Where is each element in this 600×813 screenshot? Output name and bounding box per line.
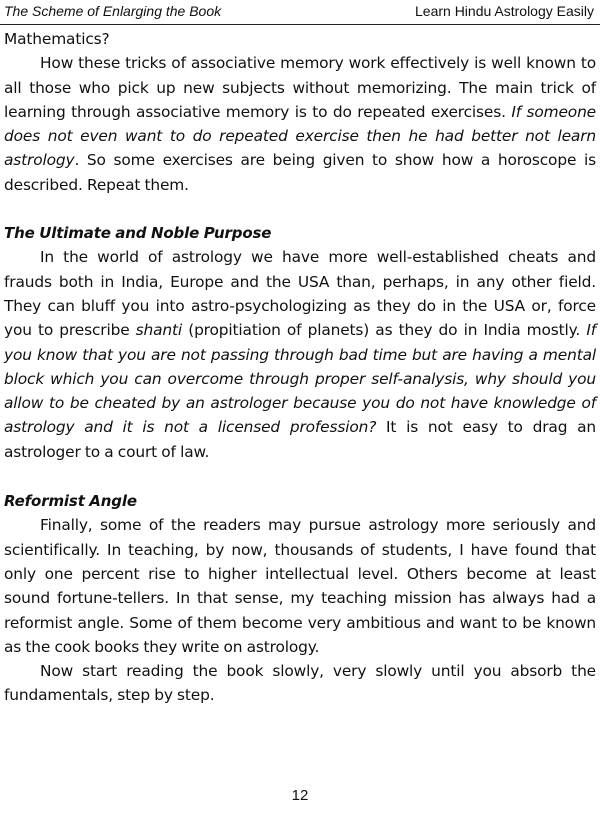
- text-run: In the world of astrology we have more well-established cheats and frauds both in India, Europe and the USA than, perhaps, in any other field. They can bluff you into astro-psychologizing as they do in the USA or, force you to prescribe: [4, 248, 596, 340]
- book-title: Learn Hindu Astrology Easily: [415, 3, 594, 19]
- emphasis-text: If you know that you are not passing through bad time but are having a mental block which you can overcome through proper self-analysis, why should you allow to be cheated by an astrologer because you do not have knowledge of astrology and it is not a licensed profession?: [4, 321, 596, 437]
- paragraph-reformist-angle: Finally, some of the readers may pursue astrology more seriously and scientifically. In teaching, by now, thousands of students, I have found that only one percent rise to higher intellectual level. Others become at least sound fortune-tellers. In that sense, my teaching mission has always had a reformist angle. Some of them become very ambitious and want to be known as the cook books they write on astrology.: [4, 516, 596, 656]
- text-run: It is not easy to drag an astrologer to a court of law.: [4, 418, 596, 461]
- paragraph-noble-purpose: [4, 245, 596, 464]
- chapter-title: The Scheme of Enlarging the Book: [4, 3, 222, 19]
- text-run: . So some exercises are being given to show how a horoscope is described. Repeat them.: [4, 151, 596, 194]
- spacer: [4, 197, 596, 221]
- emphasis-term: shanti: [135, 321, 183, 340]
- section-heading: Reformist Angle: [4, 492, 137, 511]
- continuation-line: Mathematics?: [4, 30, 110, 48]
- body-text: [4, 27, 596, 708]
- paragraph-closing: Now start reading the book slowly, very slowly until you absorb the fundamentals, step by step.: [4, 662, 596, 705]
- page-number: 12: [291, 787, 309, 804]
- emphasis-text: If someone does not even want to do repeated exercise then he had better not learn astrology: [4, 102, 597, 170]
- text-run: (propitiation of planets) as they do in India mostly.: [182, 321, 587, 340]
- running-head: [0, 0, 600, 25]
- spacer: [4, 464, 596, 489]
- text-run: How these tricks of associative memory work effectively is well known to all those who pick up new subjects without memorizing. The main trick of learning through associative memory is to do repeated exercises.: [4, 54, 596, 121]
- paragraph-associative-memory: [4, 51, 596, 197]
- section-heading: The Ultimate and Noble Purpose: [4, 224, 272, 243]
